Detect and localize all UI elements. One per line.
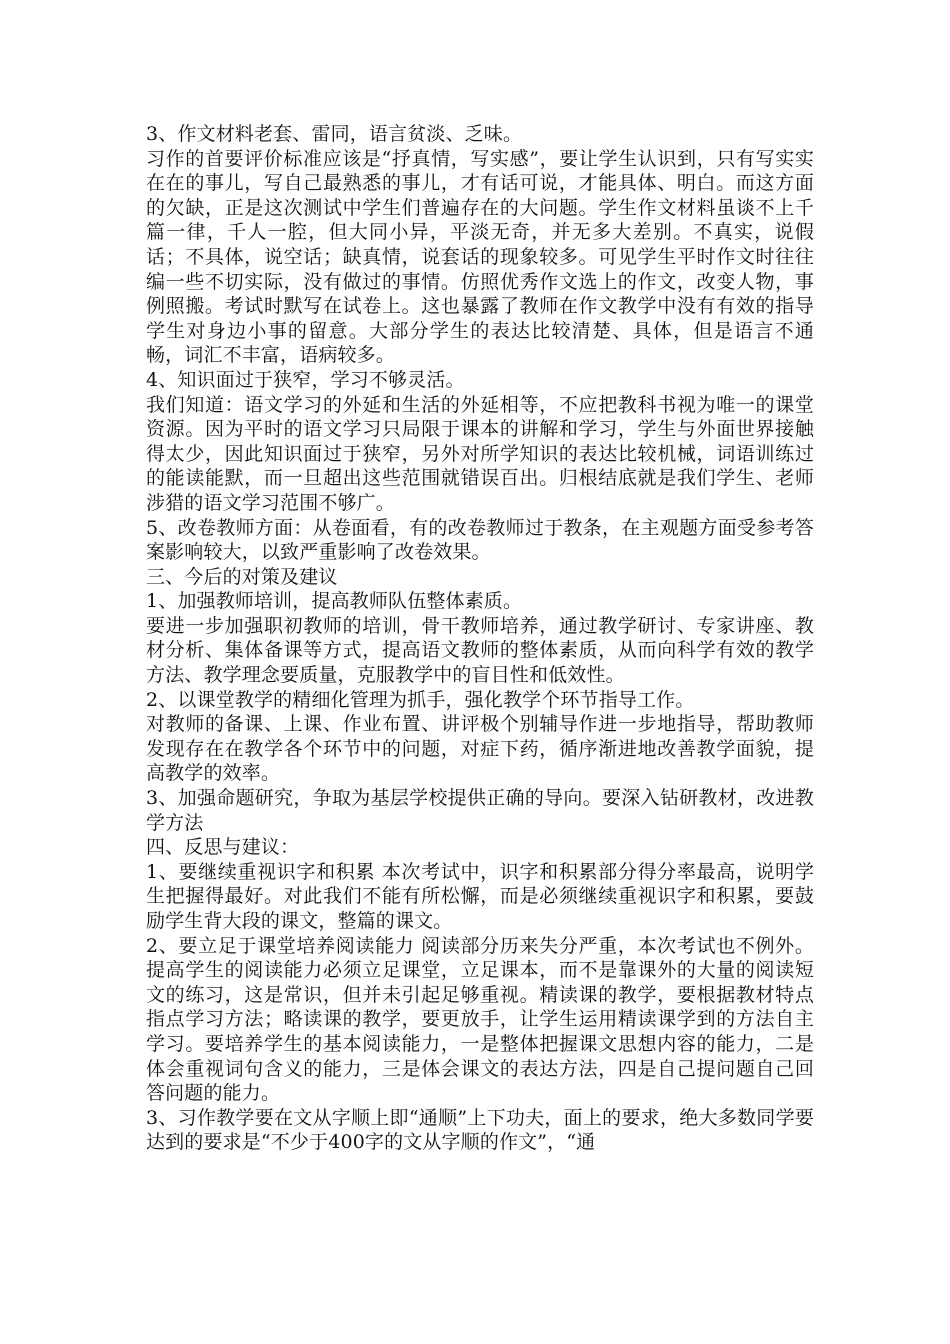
paragraph-exam-research: 3、加强命题研究，争取为基层学校提供正确的导向。要深入钻研教材，改进教学方法 [146,787,814,834]
paragraph-classroom-management: 对教师的备课、上课、作业布置、讲评极个别辅导作进一步地指导，帮助教师发现存在在教学各个环节中的问题，对症下药，循序渐进地改善教学面貌，提高教学的效率。 [146,713,814,785]
section-heading-countermeasures: 三、今后的对策及建议 [146,565,338,588]
paragraph-writing-evaluation: 习作的首要评价标准应该是“抒真情，写实感”，要让学生认识到，只有写实实在在的事儿，写自己最熟悉的事儿，才有话可说，才能具体、明白。而这方面的欠缺，正是这次测试中学生们普遍存在的大问题。学生作文材料虽谈不上千篇一律，千人一腔，但大同小异，平淡无奇，并无多大差别。不真实，说假话；不具体，说空话；缺真情，说套话的现象较多。可见学生平时作文时往往编一些不切实际，没有做过的事情。仿照优秀作文选上的作文，改变人物，事例照搬。考试时默写在试卷上。这也暴露了教师在作文教学中没有有效的指导学生对身边小事的留意。大部分学生的表达比较清楚、具体，但是语言不通畅，词汇不丰富，语病较多。 [146,147,814,367]
paragraph-grading-teachers: 5、改卷教师方面：从卷面看，有的改卷教师过于教条，在主观题方面受参考答案影响较大，以致严重影响了改卷效果。 [146,516,814,564]
paragraph-teacher-training: 要进一步加强职初教师的培训，骨干教师培养，通过教学研讨、专家讲座、教材分析、集体备课等方式，提高语文教师的整体素质，从而向科学有效的教学方法、教学理念要质量，克服教学中的盲目性和低效性。 [146,614,814,687]
paragraph-reading-ability: 2、要立足于课堂培养阅读能力 阅读部分历来失分严重，本次考试也不例外。提高学生的阅读能力必须立足课堂，立足课本，而不是靠课外的大量的阅读短文的练习，这是常识，但并未引起足够重视。精读课的教学，要根据教材特点指点学习方法；略读课的教学，要更放手，让学生运用精读课学到的方法自主学习。要培养学生的基本阅读能力，一是整体把握课文思想内容的能力，二是体会重视词句含义的能力，三是体会课文的表达方法，四是自己提问题自己回答问题的能力。 [146,934,814,1105]
heading-teacher-training: 1、加强教师培训，提高教师队伍整体素质。 [146,590,523,613]
paragraph-literacy-accumulation: 1、要继续重视识字和积累 本次考试中，识字和积累部分得分率最高，说明学生把握得最好。对此我们不能有所松懈，而是必须继续重视识字和积累，要鼓励学生背大段的课文，整篇的课文。 [146,860,814,932]
document-body [146,122,814,1155]
paragraph-writing-teaching: 3、习作教学要在文从字顺上即“通顺”上下功夫，面上的要求，绝大多数同学要达到的要求是“不少于400字的文从字顺的作文”，“通 [146,1106,814,1154]
heading-classroom-management: 2、以课堂教学的精细化管理为抓手，强化教学个环节指导工作。 [146,688,695,711]
heading-narrow-knowledge: 4、知识面过于狭窄，学习不够灵活。 [146,368,465,391]
paragraph-knowledge-scope: 我们知道：语文学习的外延和生活的外延相等，不应把教科书视为唯一的课堂资源。因为平时的语文学习只局限于课本的讲解和学习，学生与外面世界接触得太少，因此知识面过于狭窄，另外对所学知识的表达比较机械，词语训练过的能读能默，而一旦超出这些范围就错误百出。归根结底就是我们学生、老师涉猎的语文学习范围不够广。 [146,393,814,514]
heading-material-issues: 3、作文材料老套、雷同，语言贫淡、乏味。 [146,123,523,145]
section-heading-reflection: 四、反思与建议： [146,836,300,859]
